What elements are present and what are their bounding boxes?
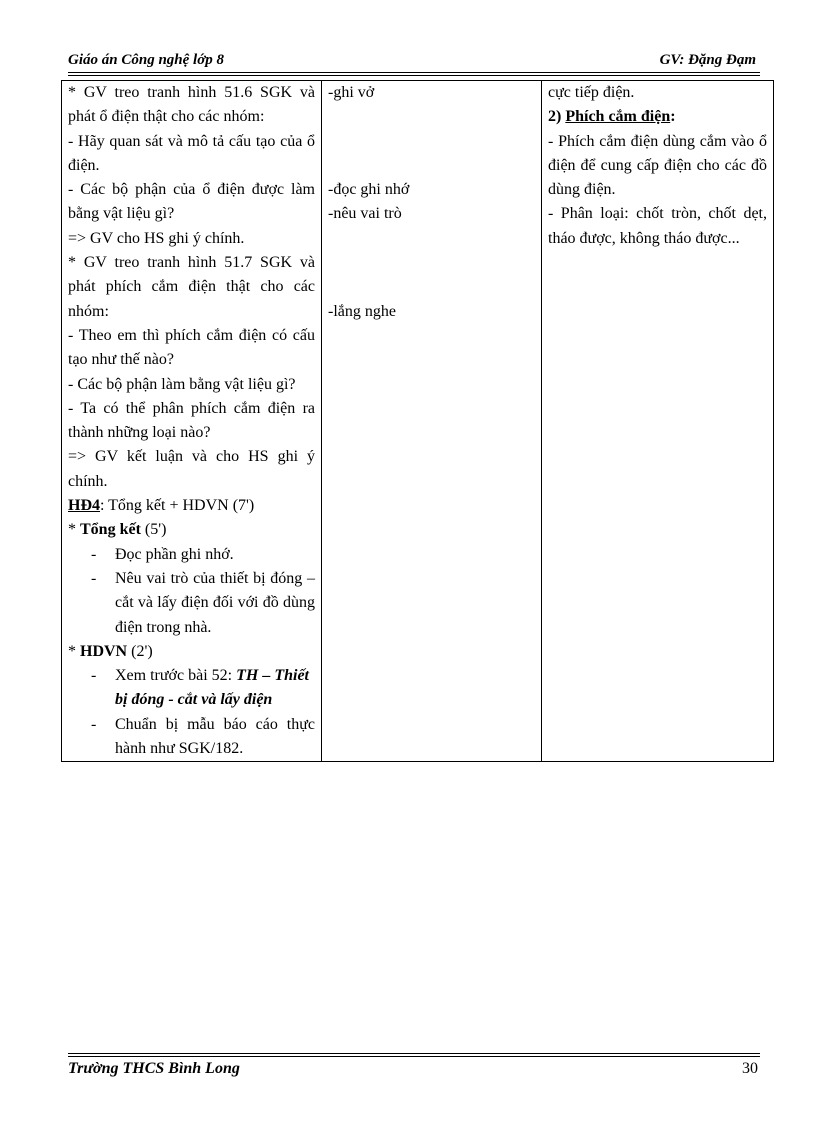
dash-mark: - [91, 545, 97, 563]
text-line: => GV kết luận và cho HS ghi ý chính. [68, 448, 315, 490]
section-heading: 2) Phích cắm điện: [548, 108, 676, 126]
header-rule [68, 72, 760, 76]
tongket-list [68, 543, 315, 640]
spacer [328, 251, 535, 275]
teacher-activity-cell [62, 81, 322, 762]
list-item: - Đọc phần ghi nhớ. [68, 543, 315, 567]
tongket-label: Tổng kết [80, 521, 141, 539]
text-line: -nêu vai trò [328, 205, 402, 223]
text-line: - Các bộ phận của ổ điện được làm bằng vật liệu gì? [68, 181, 315, 223]
spacer [328, 227, 535, 251]
text-line: - Theo em thì phích cắm điện có cấu tạo như thế nào? [68, 326, 315, 369]
tongket-star: * [68, 521, 80, 539]
dash-mark: - [91, 569, 97, 587]
list-item: - Nêu vai trò của thiết bị đóng – cắt và lấy điện đối với đồ dùng điện trong nhà. [68, 567, 315, 640]
table-row [62, 81, 774, 762]
text-line: * GV treo tranh hình 51.6 SGK và phát ổ điện thật cho các nhóm: [68, 84, 315, 126]
list-item: - Chuẩn bị mẫu báo cáo thực hành như SGK/182. [68, 713, 315, 762]
text-line: - Ta có thể phân phích cắm điện ra thành những loại nào? [68, 399, 315, 442]
footer-rule [68, 1053, 760, 1057]
student-activity-cell [322, 81, 542, 762]
hd4-rest: : Tổng kết + HDVN (7') [100, 497, 255, 515]
hd4-heading [68, 494, 315, 518]
lesson-52-title: TH – Thiết bị đóng - cắt và lấy điện [115, 667, 309, 709]
tongket-heading [68, 518, 315, 542]
list-item: - Xem trước bài 52: TH – Thiết bị đóng - cắt và lấy điện [68, 664, 315, 713]
text-line: -lắng nghe [328, 302, 396, 320]
lesson-table [61, 80, 774, 762]
spacer [328, 275, 535, 299]
text-line: * GV treo tranh hình 51.7 SGK và phát phích cắm điện thật cho các nhóm: [68, 254, 315, 320]
hdvn-list [68, 664, 315, 761]
hdvn-label: HDVN [80, 642, 128, 660]
text-line: -đọc ghi nhớ [328, 181, 410, 199]
spacer [328, 154, 535, 178]
text-line: => GV cho HS ghi ý chính. [68, 229, 245, 247]
section-title: Phích cắm điện [565, 108, 671, 126]
text-line: - Các bộ phận làm bằng vật liệu gì? [68, 375, 296, 393]
dash-mark: - [91, 667, 97, 685]
text-line: cực tiếp điện. [548, 84, 635, 101]
content-cell [542, 81, 774, 762]
dash-mark: - [91, 715, 97, 733]
text-line: - Phân loại: chốt tròn, chốt dẹt, tháo được, không tháo được... [548, 205, 767, 247]
hdvn-star: * [68, 642, 80, 660]
text-line: -ghi vở [328, 84, 375, 101]
header-teacher: GV: Đặng Đạm [659, 52, 756, 68]
footer-school: Trường THCS Bình Long [68, 1060, 240, 1077]
header-course-title: Giáo án Công nghệ lớp 8 [68, 52, 224, 68]
hd4-label: HĐ4 [68, 497, 100, 515]
hdvn-heading [68, 640, 315, 664]
page-header [68, 52, 760, 72]
spacer [328, 130, 535, 154]
tongket-time: (5') [140, 521, 167, 539]
hdvn-time: (2') [127, 642, 153, 660]
page-number: 30 [742, 1060, 758, 1077]
spacer [328, 105, 535, 129]
text-line: - Hãy quan sát và mô tả cấu tạo của ổ điện. [68, 132, 315, 174]
text-line: - Phích cắm điện dùng cắm vào ổ điện để cung cấp điện cho các đồ dùng điện. [548, 132, 767, 199]
page-footer [68, 1060, 760, 1082]
